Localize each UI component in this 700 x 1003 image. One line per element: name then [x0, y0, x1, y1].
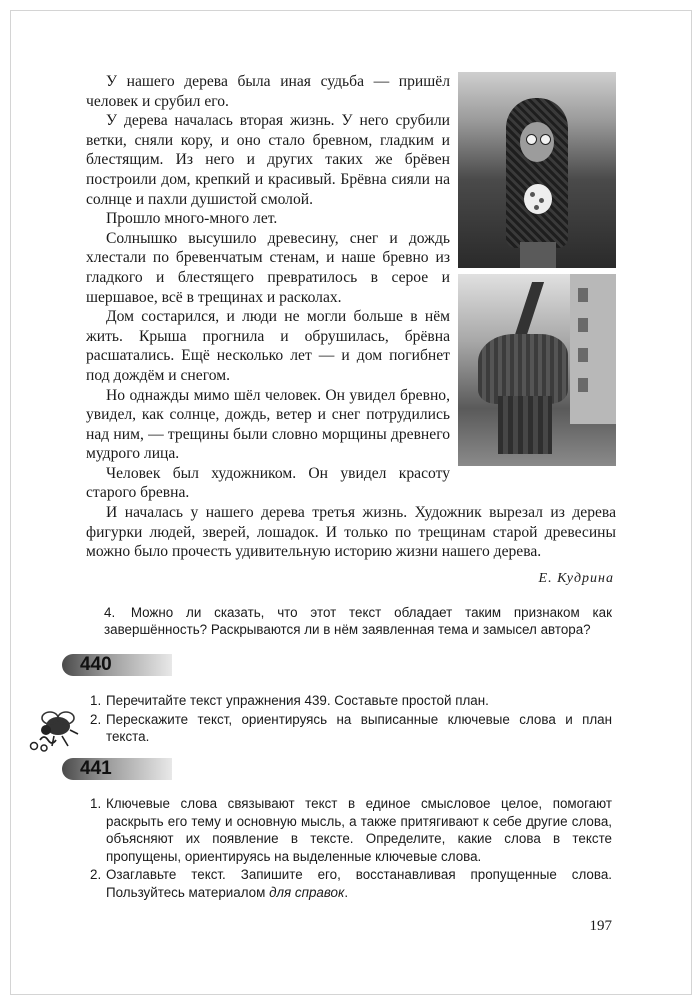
exercise-440-tasks [90, 692, 612, 747]
list-item: 2. Озаглавьте текст. Запишите его, восстанавливая пропущенные слова. Пользуйтесь материалом для справок. [90, 867, 612, 900]
exercise-number: 440 [80, 654, 112, 675]
italic-term: для справок [269, 884, 345, 900]
retell-icon [26, 706, 82, 754]
list-item: 2. Перескажите текст, ориентируясь на выписанные ключевые слова и план текста. [90, 711, 612, 745]
story-paragraph: Человек был художником. Он увидел красоту старого бревна. [86, 464, 450, 502]
story-author: Е. Кудрина [538, 571, 614, 586]
exercise-441-tasks [90, 795, 612, 903]
page-number: 197 [589, 918, 612, 934]
wooden-figure-photo [458, 72, 616, 268]
story-paragraph: Солнышко высушило древесину, снег и дождь хлестали по бревенчатым стенам, и наше бревно из гладкого и блестящего превратилось в серое и шершавое, всё в трещинах и расколах. [86, 229, 450, 306]
story-paragraph: У нашего дерева была иная судьба — пришёл человек и срубил его. [86, 73, 450, 110]
list-item: 1. Ключевые слова связывают текст в единое смысловое целое, помогают раскрыть его тему и основную мысль, а также притягивают к себе другие слова, объясняют их появление в тексте. Определите, какие слова в тексте пропущены, ориентируясь на выделенные ключевые слова. [90, 796, 612, 864]
story-paragraph: Прошло много-много лет. [106, 210, 278, 228]
exercise-number: 441 [80, 758, 112, 779]
story-paragraph: Но однажды мимо шёл человек. Он увидел бревно, увидел, как солнце, дождь, ветер и снег потрудились над ним, — трещины были словно морщины древнего мудрого лица. [86, 386, 450, 463]
question-number: 4. [104, 605, 116, 620]
story-text [86, 72, 616, 562]
exercise-441-badge [62, 756, 182, 782]
story-paragraph: Дом состарился, и люди не могли больше в нём жить. Крыша прогнила и обрушилась, брёвна расшатались. Ещё несколько лет — и дом погибнет под дождём и снегом. [86, 308, 450, 384]
story-paragraph: У дерева началась вторая жизнь. У него срубили ветки, сняли кору, и оно стало бревном, гладким и блестящим. Из него и других таких же брёвен построили дом, крепкий и красивый. Брёвна сияли на солнце и пахли душистой смолой. [86, 112, 450, 208]
exercise-440-badge [62, 652, 182, 678]
question-4 [104, 604, 612, 638]
story-paragraph: И началась у нашего дерева третья жизнь. Художник вырезал из дерева фигурки людей, зверей, лошадок. И только по трещинам старой древесины можно было прочесть удивительную историю жизни нашего дерева. [86, 504, 616, 561]
question-text: Можно ли сказать, что этот текст обладает таким признаком как завершённость? Раскрываются ли в нём заявленная тема и замысел автора? [104, 605, 612, 637]
wooden-horse-photo [458, 274, 616, 466]
list-item: 1. Перечитайте текст упражнения 439. Составьте простой план. [90, 693, 489, 708]
